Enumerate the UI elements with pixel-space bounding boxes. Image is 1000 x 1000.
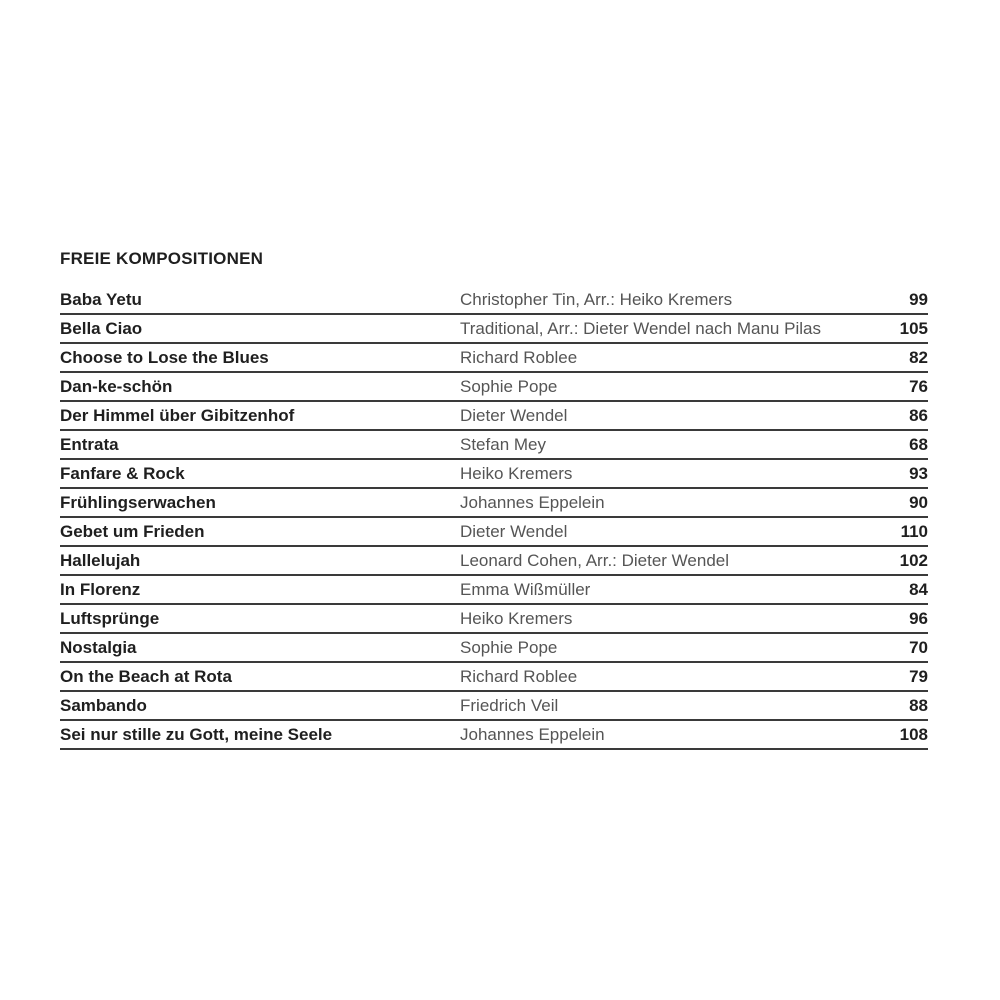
page-number: 90 (909, 492, 928, 512)
piece-title: Fanfare & Rock (60, 463, 185, 483)
piece-title: Sambando (60, 695, 147, 715)
piece-title: Bella Ciao (60, 318, 143, 338)
toc-row (60, 547, 928, 576)
toc-row (60, 721, 928, 750)
piece-title: Der Himmel über Gibitzenhof (60, 405, 295, 425)
piece-composer: Leonard Cohen, Arr.: Dieter Wendel (460, 550, 730, 570)
section-title: FREIE KOMPOSITIONEN (60, 249, 264, 268)
page-number: 99 (909, 289, 928, 309)
toc-row (60, 286, 928, 315)
toc-row (60, 692, 928, 721)
page-number: 70 (909, 637, 928, 657)
piece-composer: Traditional, Arr.: Dieter Wendel nach Manu Pilas (460, 318, 821, 338)
piece-title: Luftsprünge (60, 608, 160, 628)
piece-title: Nostalgia (60, 637, 137, 657)
piece-composer: Friedrich Veil (460, 695, 559, 715)
piece-composer: Christopher Tin, Arr.: Heiko Kremers (460, 289, 733, 309)
piece-title: In Florenz (60, 579, 141, 599)
page-number: 68 (909, 434, 928, 454)
toc-row (60, 634, 928, 663)
piece-composer: Stefan Mey (460, 434, 546, 454)
toc-row (60, 373, 928, 402)
piece-composer: Sophie Pope (460, 376, 558, 396)
page-number: 84 (909, 579, 928, 599)
toc-row (60, 431, 928, 460)
page-number: 96 (909, 608, 928, 628)
piece-composer: Richard Roblee (460, 666, 578, 686)
toc-row (60, 402, 928, 431)
piece-title: Entrata (60, 434, 119, 454)
page-number: 102 (899, 550, 928, 570)
toc-list (60, 286, 928, 750)
piece-composer: Heiko Kremers (460, 463, 573, 483)
toc-row (60, 315, 928, 344)
piece-title: Choose to Lose the Blues (60, 347, 269, 367)
toc-row (60, 460, 928, 489)
toc-section (60, 246, 928, 750)
page-number: 86 (909, 405, 928, 425)
piece-composer: Richard Roblee (460, 347, 578, 367)
piece-title: Baba Yetu (60, 289, 142, 309)
piece-title: Frühlingserwachen (60, 492, 216, 512)
piece-composer: Heiko Kremers (460, 608, 573, 628)
page-number: 82 (909, 347, 928, 367)
toc-row (60, 605, 928, 634)
page-number: 110 (900, 521, 928, 541)
piece-title: On the Beach at Rota (60, 666, 232, 686)
piece-title: Hallelujah (60, 550, 141, 570)
toc-row (60, 576, 928, 605)
piece-title: Sei nur stille zu Gott, meine Seele (60, 724, 333, 744)
page-number: 79 (909, 666, 928, 686)
toc-row (60, 489, 928, 518)
piece-title: Gebet um Frieden (60, 521, 205, 541)
page-number: 93 (909, 463, 928, 483)
piece-title: Dan-ke-schön (60, 376, 173, 396)
page-number: 105 (899, 318, 928, 338)
piece-composer: Sophie Pope (460, 637, 558, 657)
page-number: 76 (909, 376, 928, 396)
toc-row (60, 344, 928, 373)
piece-composer: Emma Wißmüller (460, 579, 591, 599)
piece-composer: Johannes Eppelein (460, 724, 605, 744)
page-number: 108 (899, 724, 928, 744)
toc-row (60, 518, 928, 547)
piece-composer: Johannes Eppelein (460, 492, 605, 512)
page-number: 88 (909, 695, 928, 715)
piece-composer: Dieter Wendel (460, 521, 568, 541)
toc-row (60, 663, 928, 692)
piece-composer: Dieter Wendel (460, 405, 568, 425)
